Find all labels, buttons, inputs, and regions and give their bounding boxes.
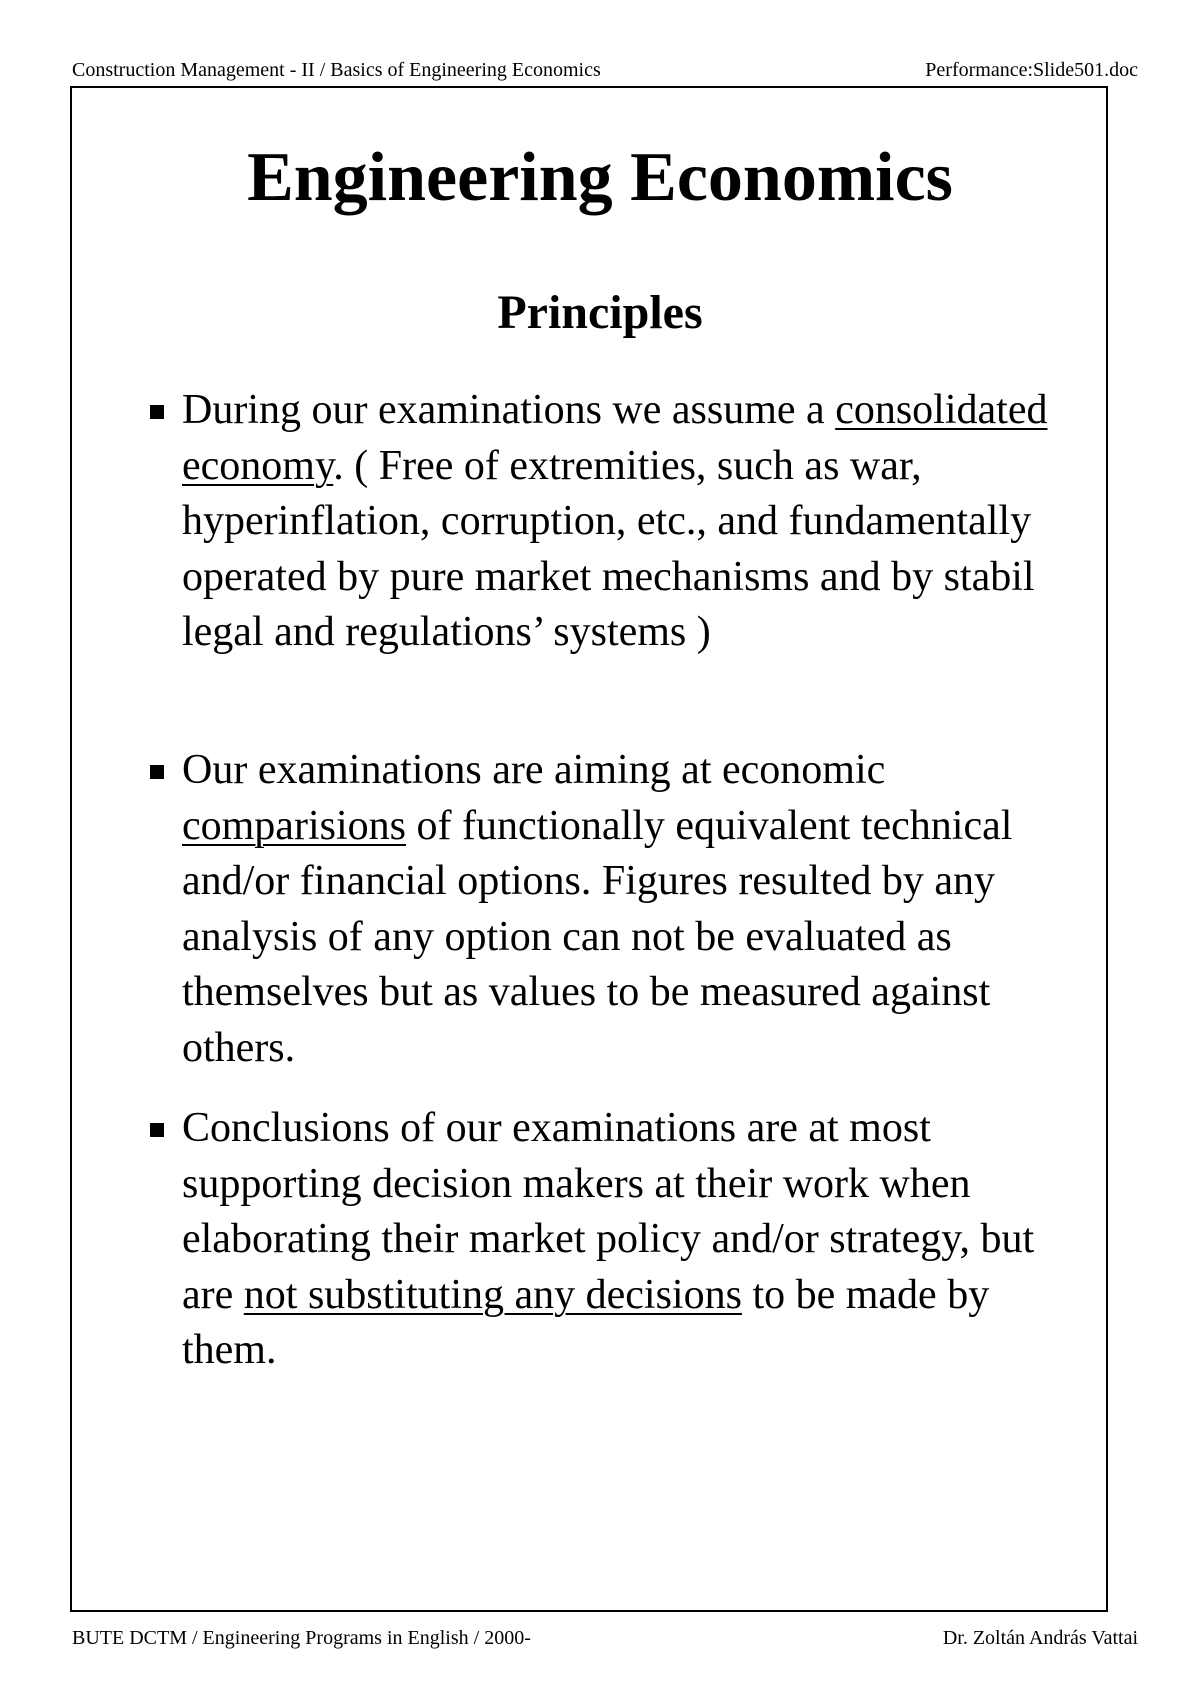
square-bullet-icon bbox=[150, 405, 164, 419]
square-bullet-icon bbox=[150, 765, 164, 779]
underlined-term: comparisions bbox=[182, 802, 406, 849]
bullet-text-part: of functionally equivalent technical and/or financial options. Figures resulted by any analysis of any option can not be evaluated as themselves but as values to be measured against others. bbox=[182, 802, 1013, 1071]
slide-subtitle: Principles bbox=[497, 286, 703, 339]
bullet-text bbox=[182, 1101, 1084, 1379]
bullet-text-part: During our examinations we assume a bbox=[182, 387, 825, 433]
bullet-text bbox=[182, 743, 1084, 1076]
slide-title: Engineering Economics bbox=[247, 139, 953, 216]
header-file-name: Performance:Slide501.doc bbox=[925, 59, 1138, 81]
header-course-title: Construction Management - II / Basics of Engineering Economics bbox=[72, 59, 601, 81]
bullet-text-part: Conclusions of our examinations are at most supporting decision makers at their work when elaborating their market policy and/or strategy, but are bbox=[182, 1105, 1035, 1318]
bullet-consolidated-economy bbox=[144, 383, 1084, 661]
bullet-text-part: . ( Free of extremities, such as war, hyperinflation, corruption, etc., and fundamentally operated by pure market mechanisms and by stabil legal and regulations’ systems ) bbox=[182, 442, 1035, 655]
page-footer bbox=[72, 1626, 1138, 1650]
underlined-term: not substituting any decisions bbox=[243, 1271, 742, 1318]
bullet-conclusions bbox=[144, 1101, 1084, 1379]
bullet-comparisons bbox=[144, 743, 1084, 1076]
square-bullet-icon bbox=[150, 1123, 164, 1137]
footer-author: Dr. Zoltán András Vattai bbox=[942, 1627, 1138, 1649]
underlined-term: consolidated economy bbox=[182, 387, 1048, 489]
footer-program: BUTE DCTM / Engineering Programs in English / 2000- bbox=[72, 1627, 531, 1649]
page-header bbox=[72, 58, 1138, 82]
bullet-text-part: to be made by them. bbox=[182, 1271, 990, 1373]
bullet-text-part: Our examinations are aiming at economic bbox=[182, 747, 886, 793]
bullet-text bbox=[182, 383, 1084, 661]
